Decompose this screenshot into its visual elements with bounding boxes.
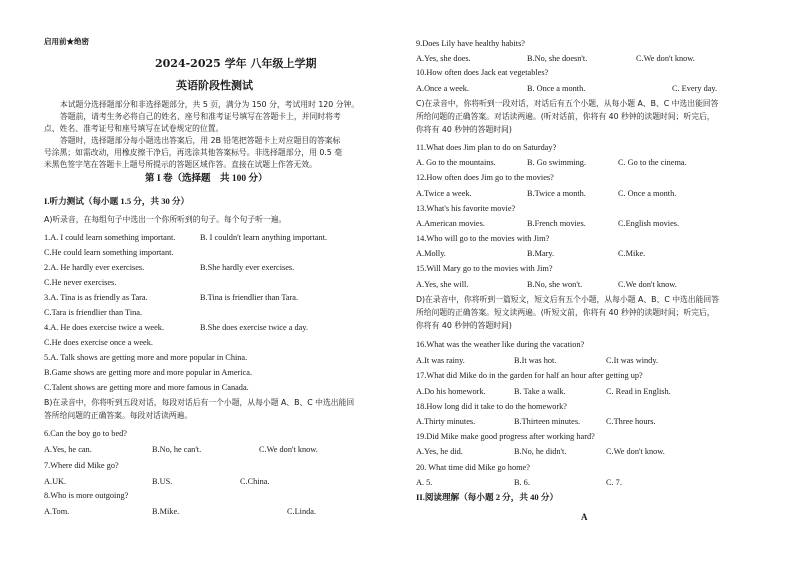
q13-option-b: B.French movies. bbox=[527, 219, 586, 228]
q8-option-a: A.Tom. bbox=[44, 507, 70, 516]
q11-option-b: B. Go swimming. bbox=[527, 158, 587, 167]
q9-option-b: B.No, she doesn't. bbox=[527, 54, 588, 63]
q17-option-b: B. Take a walk. bbox=[514, 387, 566, 396]
q15-option-b: B.No, she won't. bbox=[527, 280, 583, 289]
q17-option-c: C. Read in English. bbox=[606, 387, 671, 396]
q14-question: 14.Who will go to the movies with Jim? bbox=[416, 234, 550, 243]
q11-option-c: C. Go to the cinema. bbox=[618, 158, 687, 167]
q20-option-a: A. 5. bbox=[416, 478, 433, 487]
section-b-instruction: 答所给问题的正确答案。每段对话读两遍。 bbox=[44, 411, 193, 420]
q19-option-a: A.Yes, he did. bbox=[416, 447, 463, 456]
q14-option-a: A.Molly. bbox=[416, 249, 446, 258]
q7-option-c: C.China. bbox=[240, 477, 270, 486]
section-d-instruction: D)在录音中，你将听到一篇短文，短文后有五个小题，从每小题 A、B、C 中选出能回答 bbox=[416, 295, 720, 304]
reading-heading: II.阅读理解（每小题 2 分，共 40 分） bbox=[416, 492, 559, 502]
q20-question: 20. What time did Mike go home? bbox=[416, 463, 530, 472]
confidential-mark: 启用前★绝密 bbox=[44, 37, 89, 46]
instruction-line: 答题前，请考生务必将自己的姓名、座号和准考证号填写在答题卡上，并同时将考 bbox=[60, 112, 341, 121]
section-c-instruction: C)在录音中，你将听到一段对话，对话后有五个小题，从每小题 A、B、C 中选出能回答 bbox=[416, 99, 719, 108]
instruction-line: 答题时，选择题部分每小题选出答案后，用 2B 铅笔把答题卡上对应题目的答案标 bbox=[60, 136, 341, 145]
q11-option-a: A. Go to the mountains. bbox=[416, 158, 496, 167]
q10-option-b: B. Once a month. bbox=[527, 84, 586, 93]
q18-option-c: C.Three hours. bbox=[606, 417, 656, 426]
q16-option-c: C.It was windy. bbox=[606, 356, 659, 365]
q19-option-b: B.No, he didn't. bbox=[514, 447, 567, 456]
q9-option-c: C.We don't know. bbox=[636, 54, 695, 63]
q10-option-c: C. Every day. bbox=[672, 84, 718, 93]
q4-option-c: C.He does exercise once a week. bbox=[44, 338, 153, 347]
passage-label: A bbox=[581, 512, 588, 522]
q8-question: 8.Who is more outgoing? bbox=[44, 491, 129, 500]
q6-option-a: A.Yes, he can. bbox=[44, 445, 92, 454]
instruction-line: 号涂黑；如需改动，用橡皮擦干净后，再选涂其他答案标号。非选择题部分，用 0.5 毫 bbox=[44, 148, 343, 157]
q6-question: 6.Can the boy go to bed? bbox=[44, 429, 127, 438]
q13-option-a: A.American movies. bbox=[416, 219, 485, 228]
section-d-instruction: 所给问题的正确答案。短文读两遍。(听短文前，你将有 40 秒钟的读题时间；听完后， bbox=[416, 308, 715, 317]
q4-option-a: 4.A. He does exercise twice a week. bbox=[44, 323, 165, 332]
q19-option-c: C.We don't know. bbox=[606, 447, 665, 456]
q7-option-a: A.UK. bbox=[44, 477, 67, 486]
q10-option-a: A.Once a week. bbox=[416, 84, 469, 93]
q2-option-a: 2.A. He hardly ever exercises. bbox=[44, 263, 145, 272]
q5-option-a: 5.A. Talk shows are getting more and more popular in China. bbox=[44, 353, 248, 362]
instruction-line: 点、姓名、准考证号和座号填写在试卷规定的位置。 bbox=[44, 124, 224, 133]
q2-option-b: B.She hardly ever exercises. bbox=[200, 263, 295, 272]
exam-subtitle: 英语阶段性测试 bbox=[176, 79, 253, 92]
q5-option-b: B.Game shows are getting more and more popular in America. bbox=[44, 368, 253, 377]
q7-question: 7.Where did Mike go? bbox=[44, 461, 119, 470]
q3-option-c: C.Tara is friendlier than Tina. bbox=[44, 308, 143, 317]
q20-option-b: B. 6. bbox=[514, 478, 530, 487]
q9-question: 9.Does Lily have healthy habits? bbox=[416, 39, 525, 48]
instruction-line: 本试题分选择题部分和非选择题部分，共 5 页，满分为 150 分，考试用时 120 分钟。 bbox=[60, 100, 360, 109]
q4-option-b: B.She does exercise twice a day. bbox=[200, 323, 308, 332]
q18-question: 18.How long did it take to do the homework? bbox=[416, 402, 567, 411]
q12-option-a: A.Twice a week. bbox=[416, 189, 472, 198]
q1-option-a: 1.A. I could learn something important. bbox=[44, 233, 176, 242]
section-d-instruction: 你将有 40 秒钟的答题时间) bbox=[416, 321, 512, 330]
exam-title: 2024-2025 学年 八年级上学期 bbox=[155, 57, 317, 70]
q2-option-c: C.He never exercises. bbox=[44, 278, 117, 287]
q13-question: 13.What's his favorite movie? bbox=[416, 204, 516, 213]
section-b-instruction: B)在录音中，你将听到五段对话，每段对话后有一个小题，从每小题 A、B、C 中选出能回 bbox=[44, 398, 355, 407]
q1-option-b: B. I couldn't learn anything important. bbox=[200, 233, 328, 242]
q3-option-a: 3.A. Tina is as friendly as Tara. bbox=[44, 293, 148, 302]
q17-option-a: A.Do his homework. bbox=[416, 387, 486, 396]
q6-option-b: B.No, he can't. bbox=[152, 445, 202, 454]
q8-option-b: B.Mike. bbox=[152, 507, 180, 516]
section-c-instruction: 所给问题的正确答案。对话读两遍。(听对话前，你将有 40 秒钟的读题时间；听完后， bbox=[416, 112, 715, 121]
q6-option-c: C.We don't know. bbox=[259, 445, 318, 454]
q19-question: 19.Did Mike make good progress after working hard? bbox=[416, 432, 595, 441]
q18-option-a: A.Thirty minutes. bbox=[416, 417, 476, 426]
q17-question: 17.What did Mike do in the garden for half an hour after getting up? bbox=[416, 371, 643, 380]
q3-option-b: B.Tina is friendlier than Tara. bbox=[200, 293, 299, 302]
q15-option-a: A.Yes, she will. bbox=[416, 280, 469, 289]
q18-option-b: B.Thirteen minutes. bbox=[514, 417, 581, 426]
q15-option-c: C.We don't know. bbox=[618, 280, 677, 289]
q15-question: 15.Will Mary go to the movies with Jim? bbox=[416, 264, 553, 273]
section-c-instruction: 你将有 40 秒钟的答题时间) bbox=[416, 125, 512, 134]
q14-option-c: C.Mike. bbox=[618, 249, 646, 258]
q12-option-c: C. Once a month. bbox=[618, 189, 677, 198]
q16-question: 16.What was the weather like during the vacation? bbox=[416, 340, 585, 349]
q16-option-a: A.It was rainy. bbox=[416, 356, 465, 365]
section-a-instruction: A)听录音，在每组句子中选出一个你所听到的句子。每个句子听一遍。 bbox=[44, 215, 287, 224]
q20-option-c: C. 7. bbox=[606, 478, 622, 487]
q11-question: 11.What does Jim plan to do on Saturday? bbox=[416, 143, 557, 152]
q9-option-a: A.Yes, she does. bbox=[416, 54, 471, 63]
part-one-title: 第 I 卷（选择题 共 100 分） bbox=[145, 174, 268, 184]
q1-option-c: C.He could learn something important. bbox=[44, 248, 174, 257]
instruction-line: 米黑色签字笔在答题卡上题号所提示的答题区域作答。直接在试题上作答无效。 bbox=[44, 160, 317, 169]
q7-option-b: B.US. bbox=[152, 477, 173, 486]
q5-option-c: C.Talent shows are getting more and more famous in Canada. bbox=[44, 383, 249, 392]
q14-option-b: B.Mary. bbox=[527, 249, 555, 258]
q12-option-b: B.Twice a month. bbox=[527, 189, 586, 198]
q12-question: 12.How often does Jim go to the movies? bbox=[416, 173, 554, 182]
q8-option-c: C.Linda. bbox=[287, 507, 317, 516]
q10-question: 10.How often does Jack eat vegetables? bbox=[416, 68, 549, 77]
listening-heading: I.听力测试（每小题 1.5 分，共 30 分） bbox=[44, 196, 190, 206]
q16-option-b: B.It was hot. bbox=[514, 356, 557, 365]
q13-option-c: C.English movies. bbox=[618, 219, 680, 228]
